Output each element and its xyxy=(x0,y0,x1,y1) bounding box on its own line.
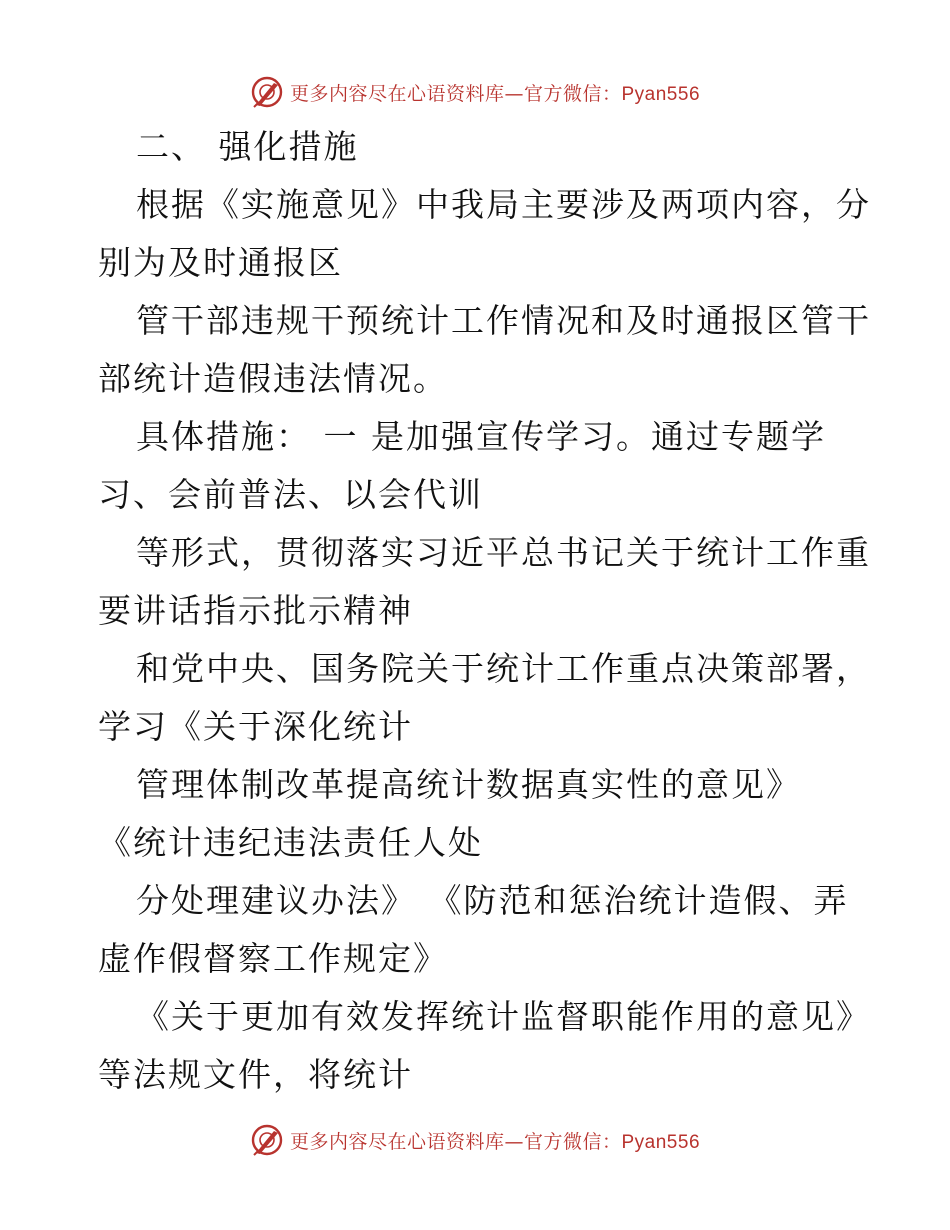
watermark-main-text: 更多内容尽在心语资料库 xyxy=(289,82,505,105)
paragraph-line: 学习《关于深化统计 xyxy=(98,707,413,746)
watermark-main-text: 更多内容尽在心语资料库 xyxy=(289,1130,505,1153)
paragraph-line: 要讲话指示批示精神 xyxy=(98,591,413,630)
paragraph-line: 部统计造假违法情况。 xyxy=(98,359,448,398)
paragraph-line: 别为及时通报区 xyxy=(98,243,343,282)
watermark-wechat-id: Pyan556 xyxy=(621,83,701,105)
footer-watermark xyxy=(0,1120,950,1160)
paragraph-line: 和党中央、国务院关于统计工作重点决策部署， xyxy=(136,649,871,688)
quill-logo-icon xyxy=(250,1123,284,1157)
watermark-wechat-id: Pyan556 xyxy=(621,1131,701,1153)
paragraph-line: 等形式，贯彻落实习近平总书记关于统计工作重 xyxy=(136,533,871,572)
paragraph-line: 《关于更加有效发挥统计监督职能作用的意见》 xyxy=(136,997,871,1036)
watermark-label: 官方微信： xyxy=(523,1130,622,1153)
paragraph-line: 管理体制改革提高统计数据真实性的意见》 xyxy=(136,765,801,804)
paragraph-line: 分处理建议办法》 《防范和惩治统计造假、弄 xyxy=(136,881,849,920)
watermark-label: 官方微信： xyxy=(523,82,622,105)
paragraph-line: 习、会前普法、以会代训 xyxy=(98,475,483,514)
paragraph-line: 等法规文件，将统计 xyxy=(98,1055,413,1094)
document-body xyxy=(98,118,871,1104)
paragraph-line: 《统计违纪违法责任人处 xyxy=(98,823,483,862)
paragraph-line: 虚作假督察工作规定》 xyxy=(98,939,448,978)
quill-logo-icon xyxy=(250,75,284,109)
paragraph-line: 管干部违规干预统计工作情况和及时通报区管干 xyxy=(136,301,871,340)
header-watermark xyxy=(0,72,950,112)
section-heading: 二、 强化措施 xyxy=(136,127,359,166)
watermark-separator: — xyxy=(504,1130,524,1153)
paragraph-line: 根据《实施意见》中我局主要涉及两项内容，分 xyxy=(136,185,871,224)
paragraph-line: 具体措施： 一 是加强宣传学习。通过专题学 xyxy=(136,417,826,456)
watermark-separator: — xyxy=(504,82,524,105)
